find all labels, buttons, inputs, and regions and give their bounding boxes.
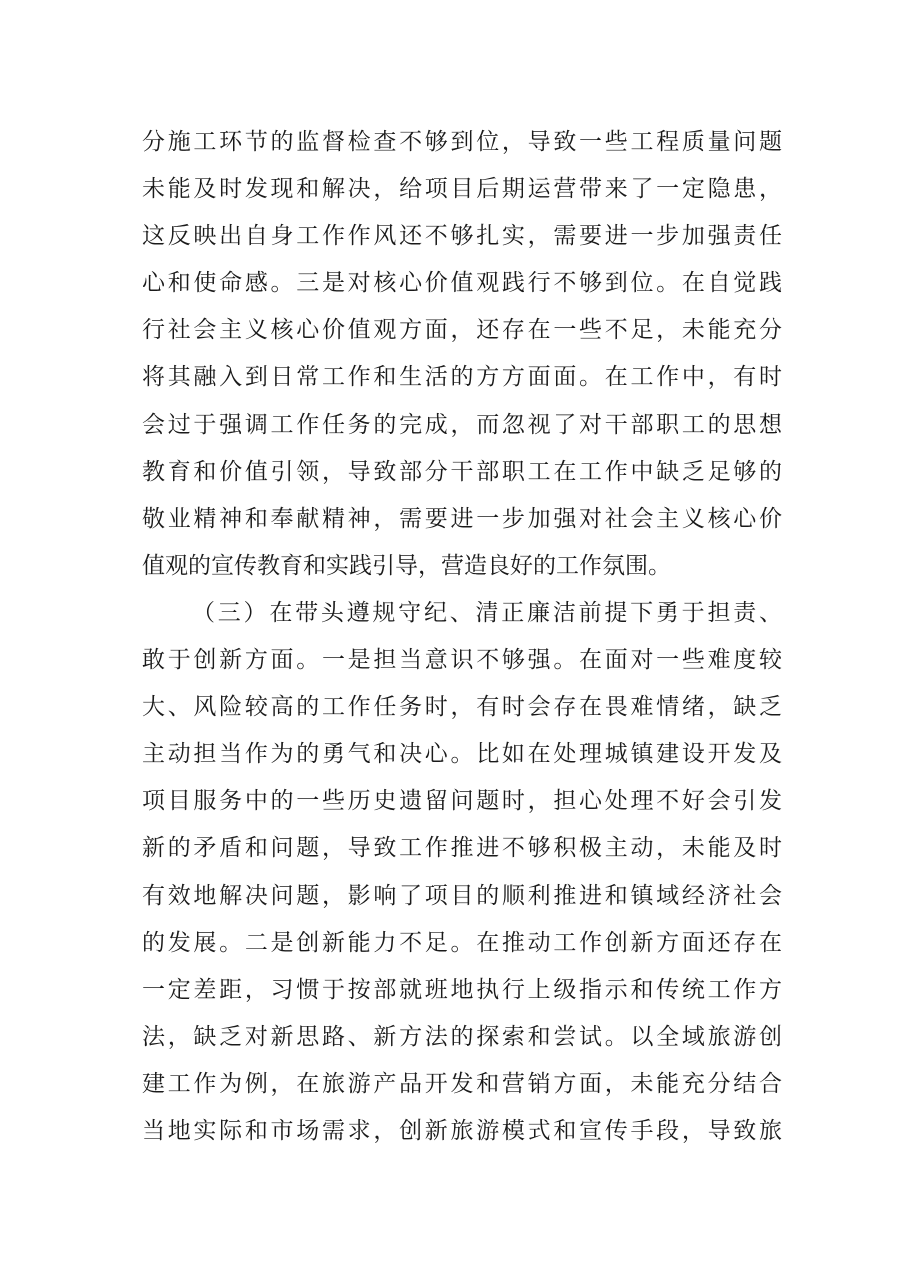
text-line: 当地实际和市场需求，创新旅游模式和宣传手段，导致旅 [142,1117,782,1144]
paragraph-end-line: 值观的宣传教育和实践引导，营造良好的工作氛围。 [142,552,671,579]
text-line: 未能及时发现和解决，给项目后期运营带来了一定隐患， [142,176,782,203]
text-line: 这反映出自身工作作风还不够扎实，需要进一步加强责任 [142,223,782,250]
text-line: 建工作为例，在旅游产品开发和营销方面，未能充分结合 [142,1070,782,1097]
section-heading-line: （三）在带头遵规守纪、清正廉洁前提下勇于担责、 [192,599,782,626]
text-line: 项目服务中的一些历史遗留问题时，担心处理不好会引发 [142,788,782,815]
text-line: 分施工环节的监督检查不够到位，导致一些工程质量问题 [142,129,782,155]
text-line: 将其融入到日常工作和生活的方方面面。在工作中，有时 [142,364,782,391]
text-line: 主动担当作为的勇气和决心。比如在处理城镇建设开发及 [142,741,782,768]
text-line: 新的矛盾和问题，导致工作推进不够积极主动，未能及时 [142,835,782,862]
text-line: 敢于创新方面。一是担当意识不够强。在面对一些难度较 [142,647,782,674]
text-line: 教育和价值引领，导致部分干部职工在工作中缺乏足够的 [142,458,782,485]
text-line: 法，缺乏对新思路、新方法的探索和尝试。以全域旅游创 [142,1023,782,1050]
text-line: 有效地解决问题，影响了项目的顺利推进和镇域经济社会 [142,882,782,909]
text-line: 一定差距，习惯于按部就班地执行上级指示和传统工作方 [142,976,782,1003]
text-line: 大、风险较高的工作任务时，有时会存在畏难情绪，缺乏 [142,694,782,721]
document-body [142,119,782,1155]
text-line: 的发展。二是创新能力不足。在推动工作创新方面还存在 [142,929,782,956]
text-line: 敬业精神和奉献精神，需要进一步加强对社会主义核心价 [142,505,782,532]
text-line: 行社会主义核心价值观方面，还存在一些不足，未能充分 [142,317,782,344]
text-line: 会过于强调工作任务的完成，而忽视了对干部职工的思想 [142,411,782,438]
text-line: 心和使命感。三是对核心价值观践行不够到位。在自觉践 [142,270,782,297]
